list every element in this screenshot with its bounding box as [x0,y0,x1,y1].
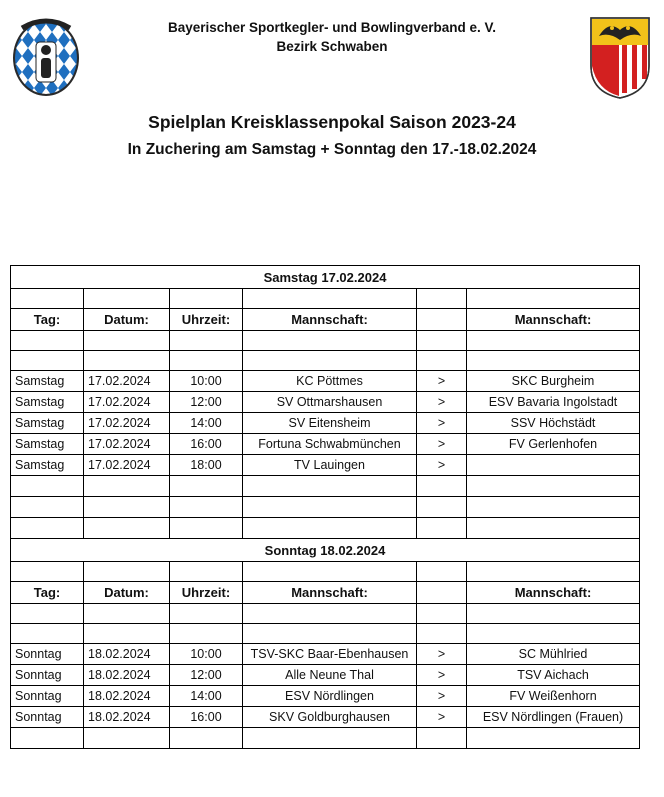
day-cell: Samstag [11,434,84,455]
away-team-cell [467,455,640,476]
column-header-row [11,309,640,331]
organization-header [0,18,664,56]
column-header: Tag: [11,309,84,331]
column-header [417,582,467,604]
day-heading-row [11,266,640,289]
versus-cell: > [417,392,467,413]
time-cell: 16:00 [170,707,243,728]
time-cell: 18:00 [170,455,243,476]
spacer-row [11,289,640,309]
day-cell: Sonntag [11,644,84,665]
schedule-table [10,265,640,749]
versus-cell: > [417,413,467,434]
away-team-cell: FV Weißenhorn [467,686,640,707]
page-title: Spielplan Kreisklassenpokal Saison 2023-24 [148,112,516,132]
time-cell: 10:00 [170,644,243,665]
date-cell: 18.02.2024 [84,686,170,707]
versus-cell: > [417,686,467,707]
column-header: Datum: [84,309,170,331]
day-heading: Sonntag 18.02.2024 [11,539,640,562]
table-row [11,644,640,665]
spacer-row [11,497,640,518]
column-header: Tag: [11,582,84,604]
day-cell: Samstag [11,455,84,476]
date-cell: 18.02.2024 [84,707,170,728]
column-header: Mannschaft: [467,582,640,604]
page-subtitle: In Zuchering am Samstag + Sonntag den 17.-18.02.2024 [127,141,537,158]
home-team-cell: Fortuna Schwabmünchen [243,434,417,455]
away-team-cell: TSV Aichach [467,665,640,686]
versus-cell: > [417,455,467,476]
home-team-cell: ESV Nördlingen [243,686,417,707]
organization-name: Bayerischer Sportkegler- und Bowlingverband e. V. [167,20,497,35]
table-row [11,665,640,686]
day-cell: Samstag [11,392,84,413]
spacer-row [11,518,640,539]
table-row [11,371,640,392]
column-header: Uhrzeit: [170,309,243,331]
time-cell: 12:00 [170,392,243,413]
away-team-cell: ESV Nördlingen (Frauen) [467,707,640,728]
versus-cell: > [417,434,467,455]
column-header: Mannschaft: [243,309,417,331]
away-team-cell: ESV Bavaria Ingolstadt [467,392,640,413]
table-row [11,455,640,476]
spacer-row [11,351,640,371]
home-team-cell: SV Eitensheim [243,413,417,434]
date-cell: 17.02.2024 [84,371,170,392]
day-heading-row [11,539,640,562]
versus-cell: > [417,707,467,728]
column-header: Datum: [84,582,170,604]
home-team-cell: SV Ottmarshausen [243,392,417,413]
time-cell: 16:00 [170,434,243,455]
versus-cell: > [417,644,467,665]
table-row [11,686,640,707]
column-header: Uhrzeit: [170,582,243,604]
date-cell: 18.02.2024 [84,665,170,686]
spacer-row [11,624,640,644]
home-team-cell: KC Pöttmes [243,371,417,392]
column-header: Mannschaft: [243,582,417,604]
time-cell: 14:00 [170,413,243,434]
table-row [11,707,640,728]
spacer-row [11,604,640,624]
column-header [417,309,467,331]
versus-cell: > [417,665,467,686]
spacer-row [11,728,640,749]
spacer-row [11,331,640,351]
time-cell: 14:00 [170,686,243,707]
time-cell: 10:00 [170,371,243,392]
away-team-cell: SKC Burgheim [467,371,640,392]
day-cell: Sonntag [11,665,84,686]
day-cell: Samstag [11,371,84,392]
time-cell: 12:00 [170,665,243,686]
table-row [11,413,640,434]
district-name: Bezirk Schwaben [276,39,388,54]
date-cell: 17.02.2024 [84,413,170,434]
day-cell: Samstag [11,413,84,434]
table-row [11,434,640,455]
spacer-row [11,562,640,582]
home-team-cell: SKV Goldburghausen [243,707,417,728]
away-team-cell: SSV Höchstädt [467,413,640,434]
away-team-cell: SC Mühlried [467,644,640,665]
column-header-row [11,582,640,604]
column-header: Mannschaft: [467,309,640,331]
date-cell: 17.02.2024 [84,434,170,455]
home-team-cell: Alle Neune Thal [243,665,417,686]
day-heading: Samstag 17.02.2024 [11,266,640,289]
table-row [11,392,640,413]
home-team-cell: TV Lauingen [243,455,417,476]
spacer-row [11,476,640,497]
date-cell: 18.02.2024 [84,644,170,665]
away-team-cell: FV Gerlenhofen [467,434,640,455]
date-cell: 17.02.2024 [84,455,170,476]
date-cell: 17.02.2024 [84,392,170,413]
versus-cell: > [417,371,467,392]
home-team-cell: TSV-SKC Baar-Ebenhausen [243,644,417,665]
day-cell: Sonntag [11,686,84,707]
day-cell: Sonntag [11,707,84,728]
